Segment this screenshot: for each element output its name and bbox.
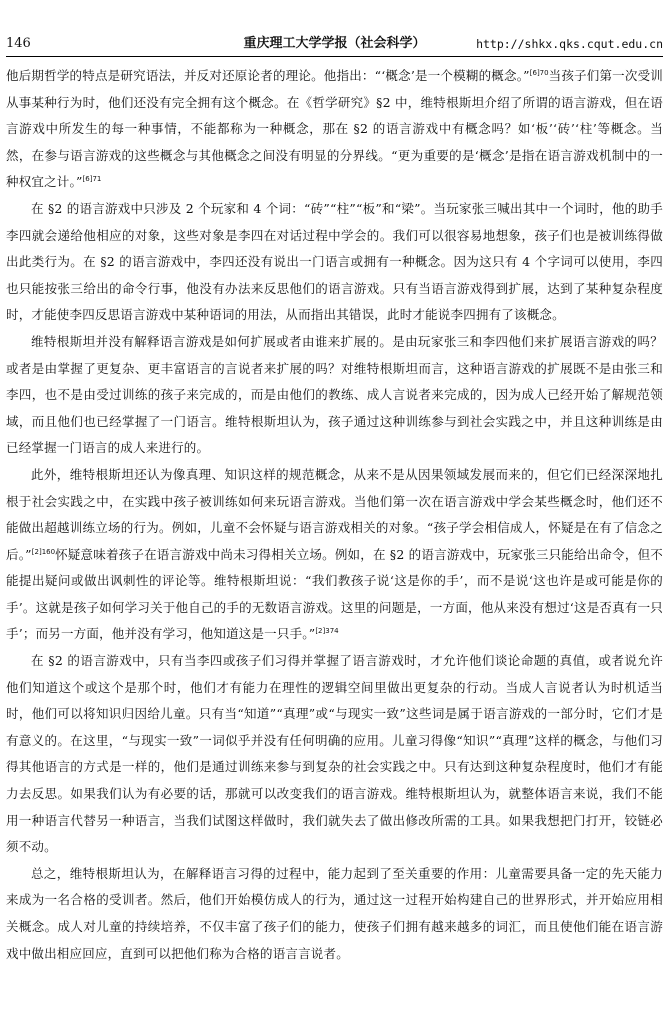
paragraph-text: 维特根斯坦并没有解释语言游戏是如何扩展或者由谁来扩展的。是由玩家张三和李四他们来扩展语言游戏的吗？或者是由掌握了更复杂、更丰富语言的言说者来扩展的吗？对维特根斯坦而言，这种语言游戏的扩展既不是由张三和李四，也不是由受过训练的孩子来完成的，而是由他们的教练、成人言说者来完成的，因为成人已经开始了解规范领域，而且他们也已经掌握了一门语言。维特根斯坦认为，孩子通过这种训练参与到社会实践之中，并且这种训练是由已经掌握一门语言的成人来进行的。 — [6, 333, 663, 456]
paragraph-text: 此外，维特根斯坦还认为像真理、知识这样的规范概念，从来不是从因果领域发展而来的，但它们已经深深地扎根于社会实践之中，在实践中孩子被训练如何来玩语言游戏。当他们第一次在语言游戏中学会某些概念时，他们还不能做出超越训练立场的行为。例如，儿童不会怀疑与语言游戏相关的对象。“孩子学会相信成人，怀疑是在有了信念之后。” — [6, 466, 663, 562]
paragraph-4 — [6, 462, 663, 648]
paragraph-text: 总之，维特根斯坦认为，在解释语言习得的过程中，能力起到了至关重要的作用：儿童需要具备一定的先天能力来成为一名合格的受训者。然后，他们开始模仿成人的行为，通过这一过程开始构建自己的世界形式，并开始应用相关概念。成人对儿童的持续培养，不仅丰富了孩子们的能力，使孩子们拥有越来越多的词汇，而且使他们能在语言游戏中做出相应回应，直到可以把他们称为合格的语言言说者。 — [6, 865, 663, 961]
journal-title: 重庆理工大学学报（社会科学） — [243, 36, 426, 51]
paragraph-text: 他后期哲学的特点是研究语法，并反对还原论者的理论。他指出：“‘概念’是一个模糊的概念。” — [6, 68, 530, 83]
article-body — [6, 63, 663, 967]
paragraph-2 — [6, 196, 663, 329]
paragraph-text: 在 §2 的语言游戏中只涉及 2 个玩家和 4 个词：“砖”“柱”“板”和“梁”。当玩家张三喊出其中一个词时，他的助手李四就会递给他相应的对象，这些对象是李四在对话过程中学会的。我们可以很容易地想象，孩子们也是被训练得做出此类行为。在 §2 的语言游戏中，李四还没有说出一门语言或拥有一种概念。因为这只有 4 个字词可以使用，李四也只能按张三给出的命令行事，他没有办法来反思他们的语言游戏。只有当语言游戏得到扩展，达到了某种复杂程度时，才能使李四反思语言游戏中某种语词的用法，从而指出其错误，此时才能说李四拥有了该概念。 — [6, 200, 663, 323]
running-header — [6, 33, 663, 55]
page-number: 146 — [6, 36, 31, 51]
paragraph-6 — [6, 861, 663, 967]
citation-marker: [2]374 — [315, 627, 339, 636]
citation-marker: [2]160 — [31, 547, 56, 556]
citation-marker: [6]71 — [82, 175, 102, 184]
journal-url: http://shkx.qks.cqut.edu.cn — [476, 37, 663, 51]
paragraph-text: 怀疑意味着孩子在语言游戏中尚未习得相关立场。例如，在 §2 的语言游戏中，玩家张三只能给出命令，但不能提出疑问或做出讽刺性的评论等。维特根斯坦说：“我们教孩子说‘这是你的手’，而不是说‘这也许是或可能是你的手’。这就是孩子如何学习关于他自己的手的无数语言游戏。这里的问题是，一方面，他从来没有想过‘这是否真有一只手’；而另一方面，他并没有学习，他知道这是一只手。” — [6, 546, 663, 642]
header-rule — [6, 56, 663, 57]
paragraph-text: 当孩子们第一次受训从事某种行为时，他们还没有完全拥有这个概念。在《哲学研究》§2 中，维特根斯坦介绍了所谓的语言游戏，但在语言游戏中所发生的每一种事情，不能都称为一种概念，那在 §2 的语言游戏中有概念吗？如‘板’‘砖’‘柱’等概念。当然，在参与语言游戏的这些概念与其他概念之间没有明显的分界线。“更为重要的是‘概念’是指在语言游戏机制中的一种权宜之计。” — [6, 68, 663, 190]
paragraph-3 — [6, 329, 663, 462]
paragraph-text: 在 §2 的语言游戏中，只有当李四或孩子们习得并掌握了语言游戏时，才允许他们谈论命题的真值，或者说允许他们知道这个或这个是那个时，他们才有能力在理性的逻辑空间里做出更复杂的行动。当成人言说者认为时机适当时，他们可以将知识归因给儿童。只有当“知道”“真理”或“与现实一致”这些词是属于语言游戏的一部分时，它们才是有意义的。在这里，“与现实一致”一词似乎并没有任何明确的应用。儿童习得像“知识”“真理”这样的概念，与他们习得其他语言的方式是一样的，他们是通过训练来参与到复杂的社会实践之中。只有达到这种复杂程度时，他们才有能力去反思。如果我们认为有必要的话，那就可以改变我们的语言游戏。维特根斯坦认为，就整体语言来说，我们不能用一种语言代替另一种语言，当我们试图这样做时，我们就失去了做出修改所需的工具。如果我想把门打开，铰链必须不动。 — [6, 653, 663, 855]
citation-marker: [6]70 — [529, 68, 549, 77]
paragraph-1 — [6, 63, 663, 196]
paragraph-5 — [6, 648, 663, 861]
